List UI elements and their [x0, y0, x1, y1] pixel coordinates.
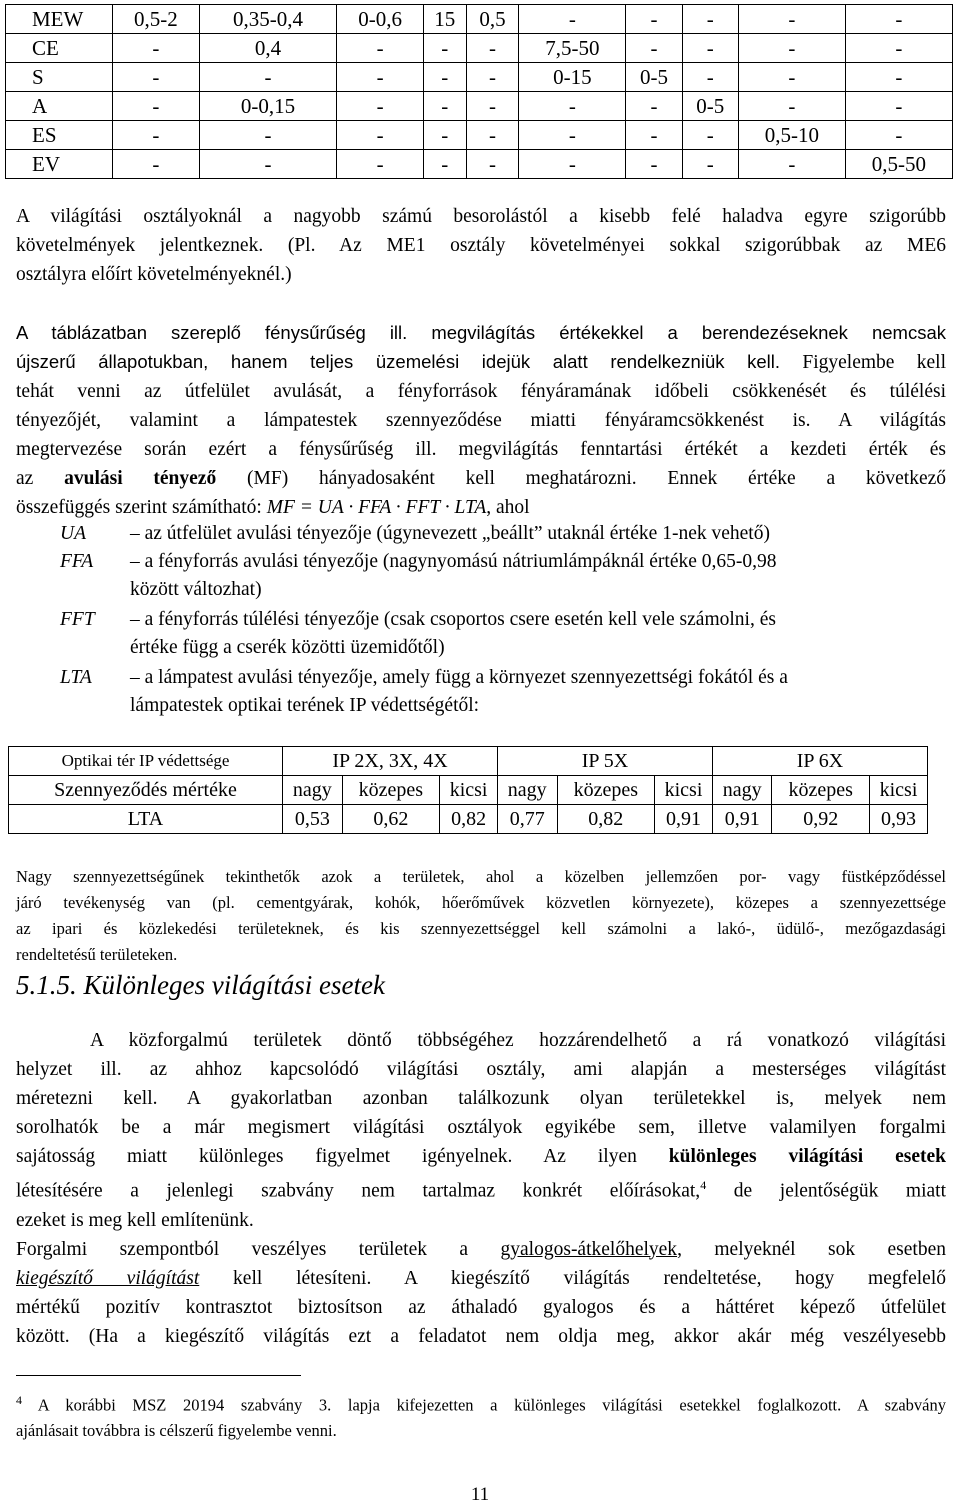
text-line: az ipari és közlekedési területeknek, és kis szennyezettséggel kell számolni a lakó-, üdülő-, mezőgazdasági	[16, 919, 946, 938]
definition-term: LTA	[60, 667, 92, 688]
text-line: megtervezése során ezért a fénysűrűség ill. megvilágítás fenntartási értékét a kezdeti érték és	[16, 439, 946, 460]
table-cell: -	[626, 92, 682, 121]
table-cell: -	[738, 150, 845, 179]
table-cell: -	[199, 63, 337, 92]
table-cell: 0,5-2	[113, 5, 200, 34]
table-cell: -	[113, 63, 200, 92]
table-cell: -	[519, 92, 626, 121]
table-row	[9, 805, 928, 834]
definition-term: FFA	[60, 551, 94, 572]
formula: MF = UA · FFA · FFT · LTA	[266, 497, 487, 518]
table-cell: -	[466, 63, 519, 92]
table-cell: -	[337, 63, 424, 92]
table-cell: 0,82	[440, 805, 498, 834]
paragraph-special-cases	[16, 1026, 946, 1351]
table-cell: IP 6X	[712, 747, 927, 776]
table-cell: -	[626, 121, 682, 150]
footnote-ref[interactable]: 4	[700, 1178, 707, 1192]
table-cell: 0,4	[199, 34, 337, 63]
text-line: , melyeknél sok esetben	[677, 1238, 946, 1260]
table-cell: nagy	[498, 776, 558, 805]
definition-item	[60, 548, 946, 604]
table-cell: 0-0,6	[337, 5, 424, 34]
definition-item	[60, 664, 946, 720]
paragraph-maintenance	[16, 318, 946, 522]
definition-text: – az útfelület avulási tényezője (úgynevezett „beállt” utaknál értéke 1-nek vehető)	[130, 523, 770, 544]
definition-text: értéke függ a cserék közötti üzemidőtől)	[130, 637, 445, 658]
table-cell: -	[845, 34, 952, 63]
table-cell: kicsi	[655, 776, 713, 805]
text-line: , ahol	[486, 497, 530, 518]
table-cell: IP 2X, 3X, 4X	[283, 747, 498, 776]
table-cell: -	[423, 63, 466, 92]
text-line: tényezőjét, valamint a lámpatestek szennyeződése miatti fényáramcsökkenést is.	[16, 410, 811, 431]
bold-term: avulási tényező	[64, 468, 217, 489]
table-cell: -	[337, 34, 424, 63]
table-cell: EV	[6, 150, 113, 179]
table-cell: közepes	[557, 776, 655, 805]
text-line: járó tevékenység van (pl. cementgyárak, kohók, hőerőművek közvetlen környezete), közepes a szennyezettsége	[16, 893, 946, 912]
text-line: követelmények jelentkeznek. (Pl. Az ME1 osztály követelményei sokkal szigorúbbak az ME6	[16, 235, 946, 256]
table-cell: -	[682, 5, 738, 34]
text-line: A táblázatban szereplő fénysűrűség ill. megvilágítás értékekkel a berendezéseknek nemcsak	[16, 322, 946, 343]
table-cell: 0-5	[682, 92, 738, 121]
definition-text: – a lámpatest avulási tényezője, amely függ a környezet szennyezettségi fokától és a	[130, 667, 788, 688]
table-cell: 0,91	[655, 805, 713, 834]
table-cell: Szennyeződés mértéke	[9, 776, 283, 805]
table-cell: -	[466, 34, 519, 63]
text-line: között. (Ha a kiegészítő világítás ezt a feladatot nem oldja meg, akkor akár még veszélyesebb	[16, 1325, 946, 1347]
table-cell: nagy	[712, 776, 772, 805]
table-cell: -	[113, 92, 200, 121]
table-cell: -	[682, 34, 738, 63]
table-cell: Optikai tér IP védettsége	[9, 747, 283, 776]
table-cell: -	[738, 63, 845, 92]
table-cell: MEW	[6, 5, 113, 34]
text-line: mértékű pozitív kontrasztot biztosítson az áthaladó gyalogos és a háttéret képező útfelület	[16, 1296, 946, 1318]
table-cell: A	[6, 92, 113, 121]
table-cell: -	[519, 5, 626, 34]
table-cell: 0,5	[466, 5, 519, 34]
text-line: rendeltetésű területeken.	[16, 945, 178, 964]
text-line: A korábbi MSZ 20194 szabvány 3. lapja kifejezetten a különleges világítási esetekkel foglalkozott. A szabvány	[37, 1395, 947, 1415]
text-line: ajánlásait továbbra is célszerű figyelembe venni.	[16, 1420, 337, 1440]
table-cell: -	[626, 150, 682, 179]
text-line: összefüggés szerint számítható:	[16, 497, 262, 518]
table-cell: -	[466, 150, 519, 179]
table-cell: -	[423, 121, 466, 150]
table-cell: -	[682, 63, 738, 92]
table-cell: LTA	[9, 805, 283, 834]
text-line: ezeket is meg kell említenünk.	[16, 1209, 254, 1231]
lta-table	[8, 746, 928, 834]
table-cell: -	[337, 150, 424, 179]
table-cell: -	[519, 121, 626, 150]
text-line: A világítási osztályoknál a nagyobb számú besorolástól a kisebb felé haladva egyre szigorúbb	[16, 206, 946, 227]
definition-text: – a fényforrás túlélési tényezője (csak csoportos csere esetén kell vele számolni, és	[130, 609, 776, 630]
table-cell: 0-15	[519, 63, 626, 92]
table-cell: 0,53	[283, 805, 343, 834]
text-line: A világítás	[838, 410, 946, 431]
table-cell: -	[423, 34, 466, 63]
table-cell: -	[738, 92, 845, 121]
table-cell: 0,5-10	[738, 121, 845, 150]
footnote-number: 4	[16, 1393, 22, 1407]
table-cell: 0,91	[712, 805, 772, 834]
text-line: újszerű állapotukban, hanem teljes üzemelési idejük alatt rendelkezniük kell.	[16, 351, 780, 372]
table-row	[9, 776, 928, 805]
text-line: méretezni kell. A gyakorlatban azonban találkozunk olyan területekkel is, melyek nem	[16, 1088, 946, 1109]
lighting-class-table	[5, 4, 953, 179]
table-row	[6, 34, 953, 63]
section-heading: 5.1.5. Különleges világítási esetek	[16, 970, 385, 1000]
table-cell: közepes	[772, 776, 870, 805]
table-cell: 0,93	[870, 805, 928, 834]
table-cell: -	[845, 63, 952, 92]
table-cell: -	[113, 34, 200, 63]
table-cell: -	[519, 150, 626, 179]
definition-text: lámpatestek optikai terének IP védettségétől:	[130, 695, 480, 716]
table-cell: közepes	[342, 776, 440, 805]
table-cell: 0,92	[772, 805, 870, 834]
text-line: kell létesíteni. A kiegészítő világítás rendeltetése, hogy megfelelő	[233, 1267, 947, 1289]
table-cell: -	[199, 121, 337, 150]
text-line: A közforgalmú területek döntő többségéhez hozzárendelhető a rá vonatkozó világítási	[90, 1030, 946, 1051]
pollution-note	[16, 864, 946, 968]
table-cell: 0-0,15	[199, 92, 337, 121]
table-cell: kicsi	[440, 776, 498, 805]
underlined-term: kiegészítő világítást	[16, 1267, 200, 1289]
table-cell: -	[113, 150, 200, 179]
text-line: Forgalmi szempontból veszélyes területek a	[16, 1238, 469, 1260]
table-cell: -	[423, 92, 466, 121]
text-line: de jelentőségük miatt	[733, 1180, 946, 1202]
text-line: sajátosság miatt különleges figyelmet igényelnek. Az ilyen	[16, 1146, 637, 1167]
table-cell: S	[6, 63, 113, 92]
table-cell: 0,5-50	[845, 150, 952, 179]
definition-term: FFT	[60, 609, 95, 630]
underlined-term: gyalogos-átkelőhelyek	[500, 1238, 678, 1260]
table-cell: -	[682, 121, 738, 150]
table-cell: 0,35-0,4	[199, 5, 337, 34]
table-cell: ES	[6, 121, 113, 150]
table-row	[6, 150, 953, 179]
page-number: 11	[470, 1484, 490, 1505]
text-line: az	[16, 468, 34, 489]
table-cell: -	[626, 5, 682, 34]
footnote	[16, 1388, 946, 1443]
definition-item	[60, 520, 946, 548]
text-line: helyzet ill. az ahhoz kapcsolódó világítási osztály, ami alapján a mesterséges világítást	[16, 1059, 946, 1080]
table-cell: 0-5	[626, 63, 682, 92]
table-cell: -	[738, 34, 845, 63]
table-cell: -	[466, 92, 519, 121]
table-cell: -	[337, 92, 424, 121]
table-cell: 0,62	[342, 805, 440, 834]
table-cell: 15	[423, 5, 466, 34]
table-cell: 0,82	[557, 805, 655, 834]
table-cell: 0,77	[498, 805, 558, 834]
table-row	[6, 63, 953, 92]
table-cell: -	[337, 121, 424, 150]
table-cell: CE	[6, 34, 113, 63]
table-cell: 7,5-50	[519, 34, 626, 63]
text-line: (MF) hányadosaként kell meghatározni. Ennek értéke a következő	[247, 468, 947, 489]
definition-text: között változhat)	[130, 579, 262, 600]
paragraph-classes	[16, 202, 946, 289]
footnote-separator	[16, 1375, 301, 1376]
definition-text: – a fényforrás avulási tényezője (nagynyomású nátriumlámpáknál értéke 0,65-0,98	[130, 551, 777, 572]
table-cell: -	[113, 121, 200, 150]
table-row	[6, 92, 953, 121]
text-line: Nagy szennyezettségűnek tekinthetők azok a területek, ahol a közelben jellemzően por- vagy füstképződéssel	[16, 867, 946, 886]
table-cell: -	[845, 121, 952, 150]
table-row	[6, 121, 953, 150]
table-cell: -	[845, 5, 952, 34]
table-cell: -	[423, 150, 466, 179]
table-row	[9, 747, 928, 776]
definition-term: UA	[60, 523, 86, 544]
table-cell: -	[626, 34, 682, 63]
text-line: osztályra előírt követelményeknél.)	[16, 264, 292, 285]
text-line: tehát venni az útfelület avulását, a fényforrások fényáramának időbeli csökkenését és túlélési	[16, 381, 946, 402]
text-line: sorolhatók be a már megismert világítási osztályok egyikébe sem, illetve valamilyen forgalmi	[16, 1117, 946, 1138]
table-row	[6, 5, 953, 34]
table-cell: nagy	[283, 776, 343, 805]
table-cell: -	[466, 121, 519, 150]
text-line: létesítésére a jelenlegi szabvány nem tartalmaz konkrét előírásokat,	[16, 1180, 701, 1202]
definition-item	[60, 606, 946, 662]
table-cell: -	[845, 92, 952, 121]
text-line: Figyelembe kell	[802, 352, 947, 373]
table-cell: -	[199, 150, 337, 179]
table-cell: -	[738, 5, 845, 34]
bold-term: különleges világítási esetek	[668, 1146, 946, 1167]
table-cell: IP 5X	[498, 747, 713, 776]
table-cell: -	[682, 150, 738, 179]
table-cell: kicsi	[870, 776, 928, 805]
